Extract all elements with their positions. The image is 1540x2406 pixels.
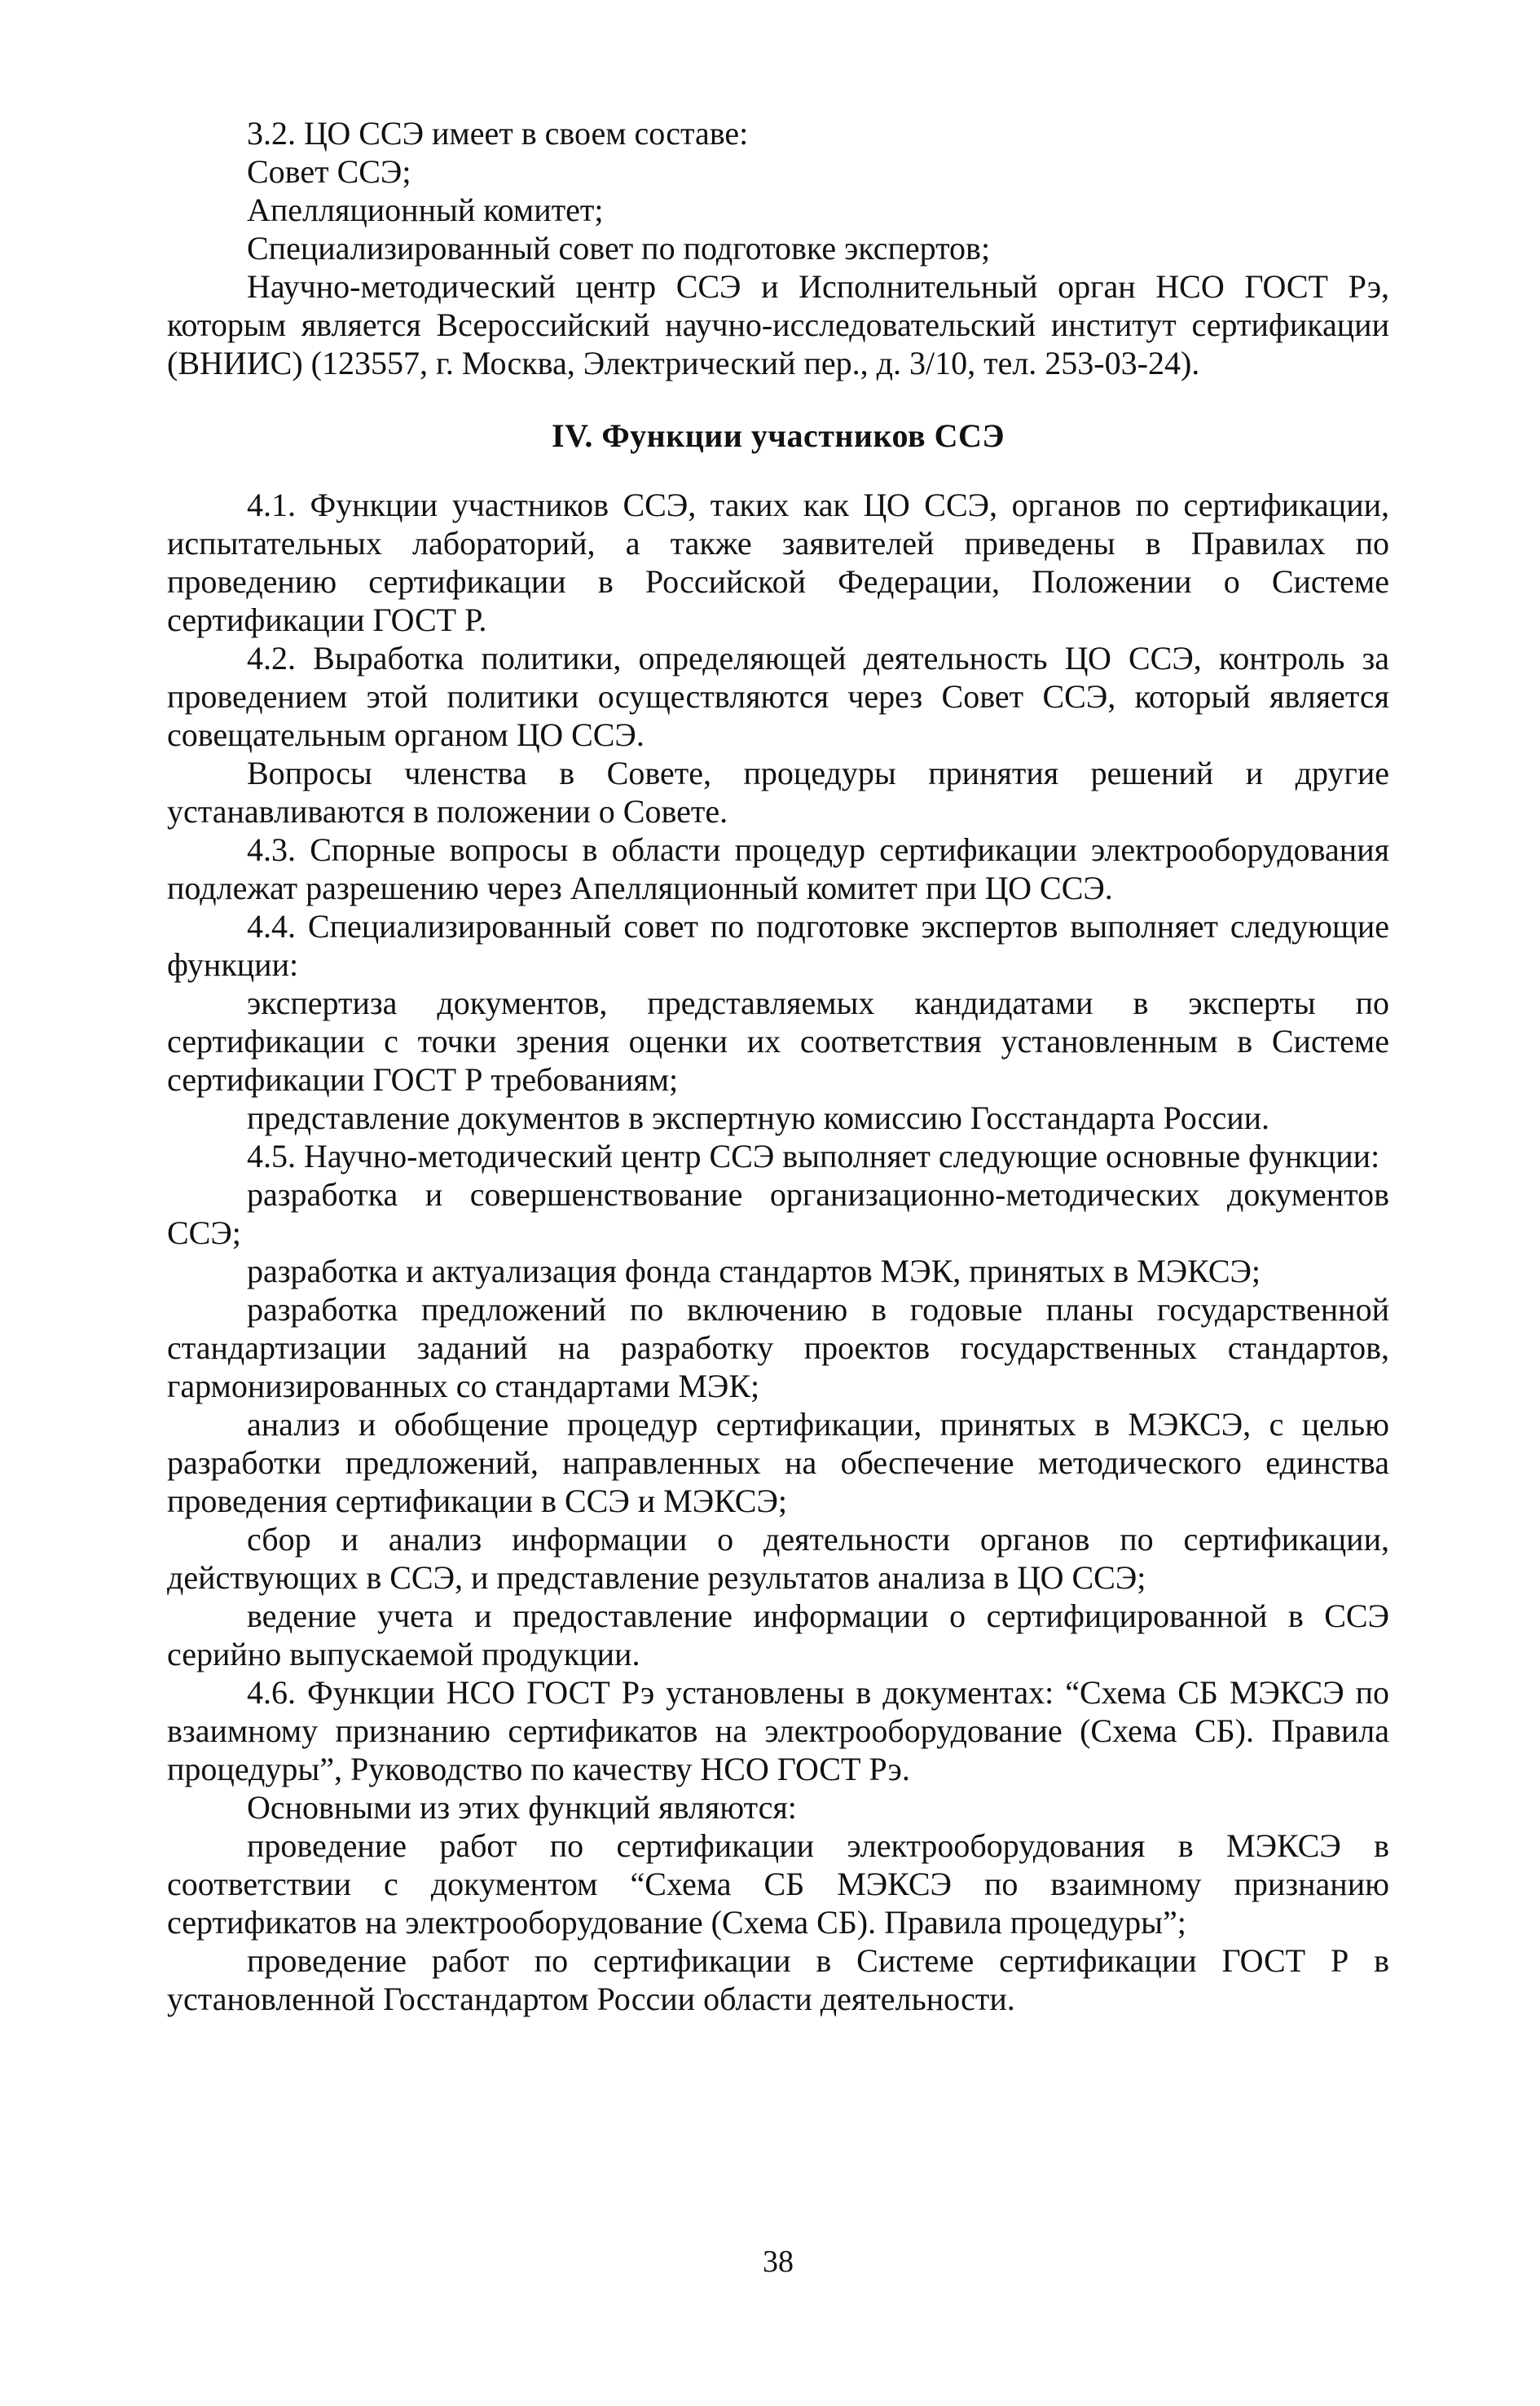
section-4-functions (167, 486, 1389, 2018)
list-item: представление документов в экспертную комиссию Госстандарта России. (247, 1099, 1270, 1136)
list-item: проведение работ по сертификации электрооборудования в МЭКСЭ в соответствии с документом “Схема СБ МЭКСЭ по взаимному признанию сертификатов на электрооборудование (Схема СБ). Правила процедуры”; (167, 1827, 1389, 1941)
list-item: разработка предложений по включению в годовые планы государственной стандартизации заданий на разработку проектов государственных стандартов, гармонизированных со стандартами МЭК; (167, 1291, 1389, 1404)
list-item: ведение учета и предоставление информации о сертифицированной в ССЭ серийно выпускаемой продукции. (167, 1597, 1389, 1672)
list-item: сбор и анализ информации о деятельности органов по сертификации, действующих в ССЭ, и представление результатов анализа в ЦО ССЭ; (167, 1521, 1389, 1596)
document-page (167, 114, 1389, 2380)
list-item: Совет ССЭ; (247, 153, 411, 190)
list-item: Научно-методический центр ССЭ и Исполнительный орган НСО ГОСТ Рэ, которым является Всероссийский научно-исследовательский институт сертификации (ВНИИС) (123557, г. Москва, Электрический пер., д. 3/10, тел. 253-03-24). (167, 268, 1389, 381)
paragraph-4-4: 4.4. Специализированный совет по подготовке экспертов выполняет следующие функции: (167, 908, 1389, 983)
paragraph-4-6-continuation: Основными из этих функций являются: (247, 1789, 797, 1826)
section-3-composition (167, 114, 1389, 382)
page-number: 38 (763, 2245, 794, 2279)
list-item: разработка и совершенствование организационно-методических документов ССЭ; (167, 1176, 1389, 1251)
list-item: экспертиза документов, представляемых кандидатами в эксперты по сертификации с точки зрения оценки их соответствия установленным в Системе сертификации ГОСТ Р требованиям; (167, 985, 1389, 1098)
paragraph-4-2-continuation: Вопросы членства в Совете, процедуры принятия решений и другие устанавливаются в положении о Совете. (167, 755, 1389, 830)
list-item: Специализированный совет по подготовке экспертов; (247, 230, 991, 267)
paragraph-3-2: 3.2. ЦО ССЭ имеет в своем составе: (247, 115, 749, 152)
list-item: разработка и актуализация фонда стандартов МЭК, принятых в МЭКСЭ; (247, 1253, 1261, 1289)
list-item: проведение работ по сертификации в Системе сертификации ГОСТ Р в установленной Госстандартом России области деятельности. (167, 1942, 1389, 2017)
paragraph-4-3: 4.3. Спорные вопросы в области процедур сертификации электрооборудования подлежат разрешению через Апелляционный комитет при ЦО ССЭ. (167, 831, 1389, 906)
section-4-heading: IV. Функции участников ССЭ (552, 417, 1005, 454)
list-item: анализ и обобщение процедур сертификации, принятых в МЭКСЭ, с целью разработки предложений, направленных на обеспечение методического единства проведения сертификации в ССЭ и МЭКСЭ; (167, 1406, 1389, 1519)
paragraph-4-1: 4.1. Функции участников ССЭ, таких как ЦО ССЭ, органов по сертификации, испытательных лабораторий, а также заявителей приведены в Правилах по проведению сертификации в Российской Федерации, Положении о Системе сертификации ГОСТ Р. (167, 487, 1389, 638)
list-item: Апелляционный комитет; (247, 192, 604, 228)
paragraph-4-2: 4.2. Выработка политики, определяющей деятельность ЦО ССЭ, контроль за проведением этой политики осуществляются через Совет ССЭ, который является совещательным органом ЦО ССЭ. (167, 640, 1389, 753)
paragraph-4-5: 4.5. Научно-методический центр ССЭ выполняет следующие основные функции: (247, 1138, 1380, 1174)
paragraph-4-6: 4.6. Функции НСО ГОСТ Рэ установлены в документах: “Схема СБ МЭКСЭ по взаимному признанию сертификатов на электрооборудование (Схема СБ). Правила процедуры”, Руководство по качеству НСО ГОСТ Рэ. (167, 1674, 1389, 1787)
